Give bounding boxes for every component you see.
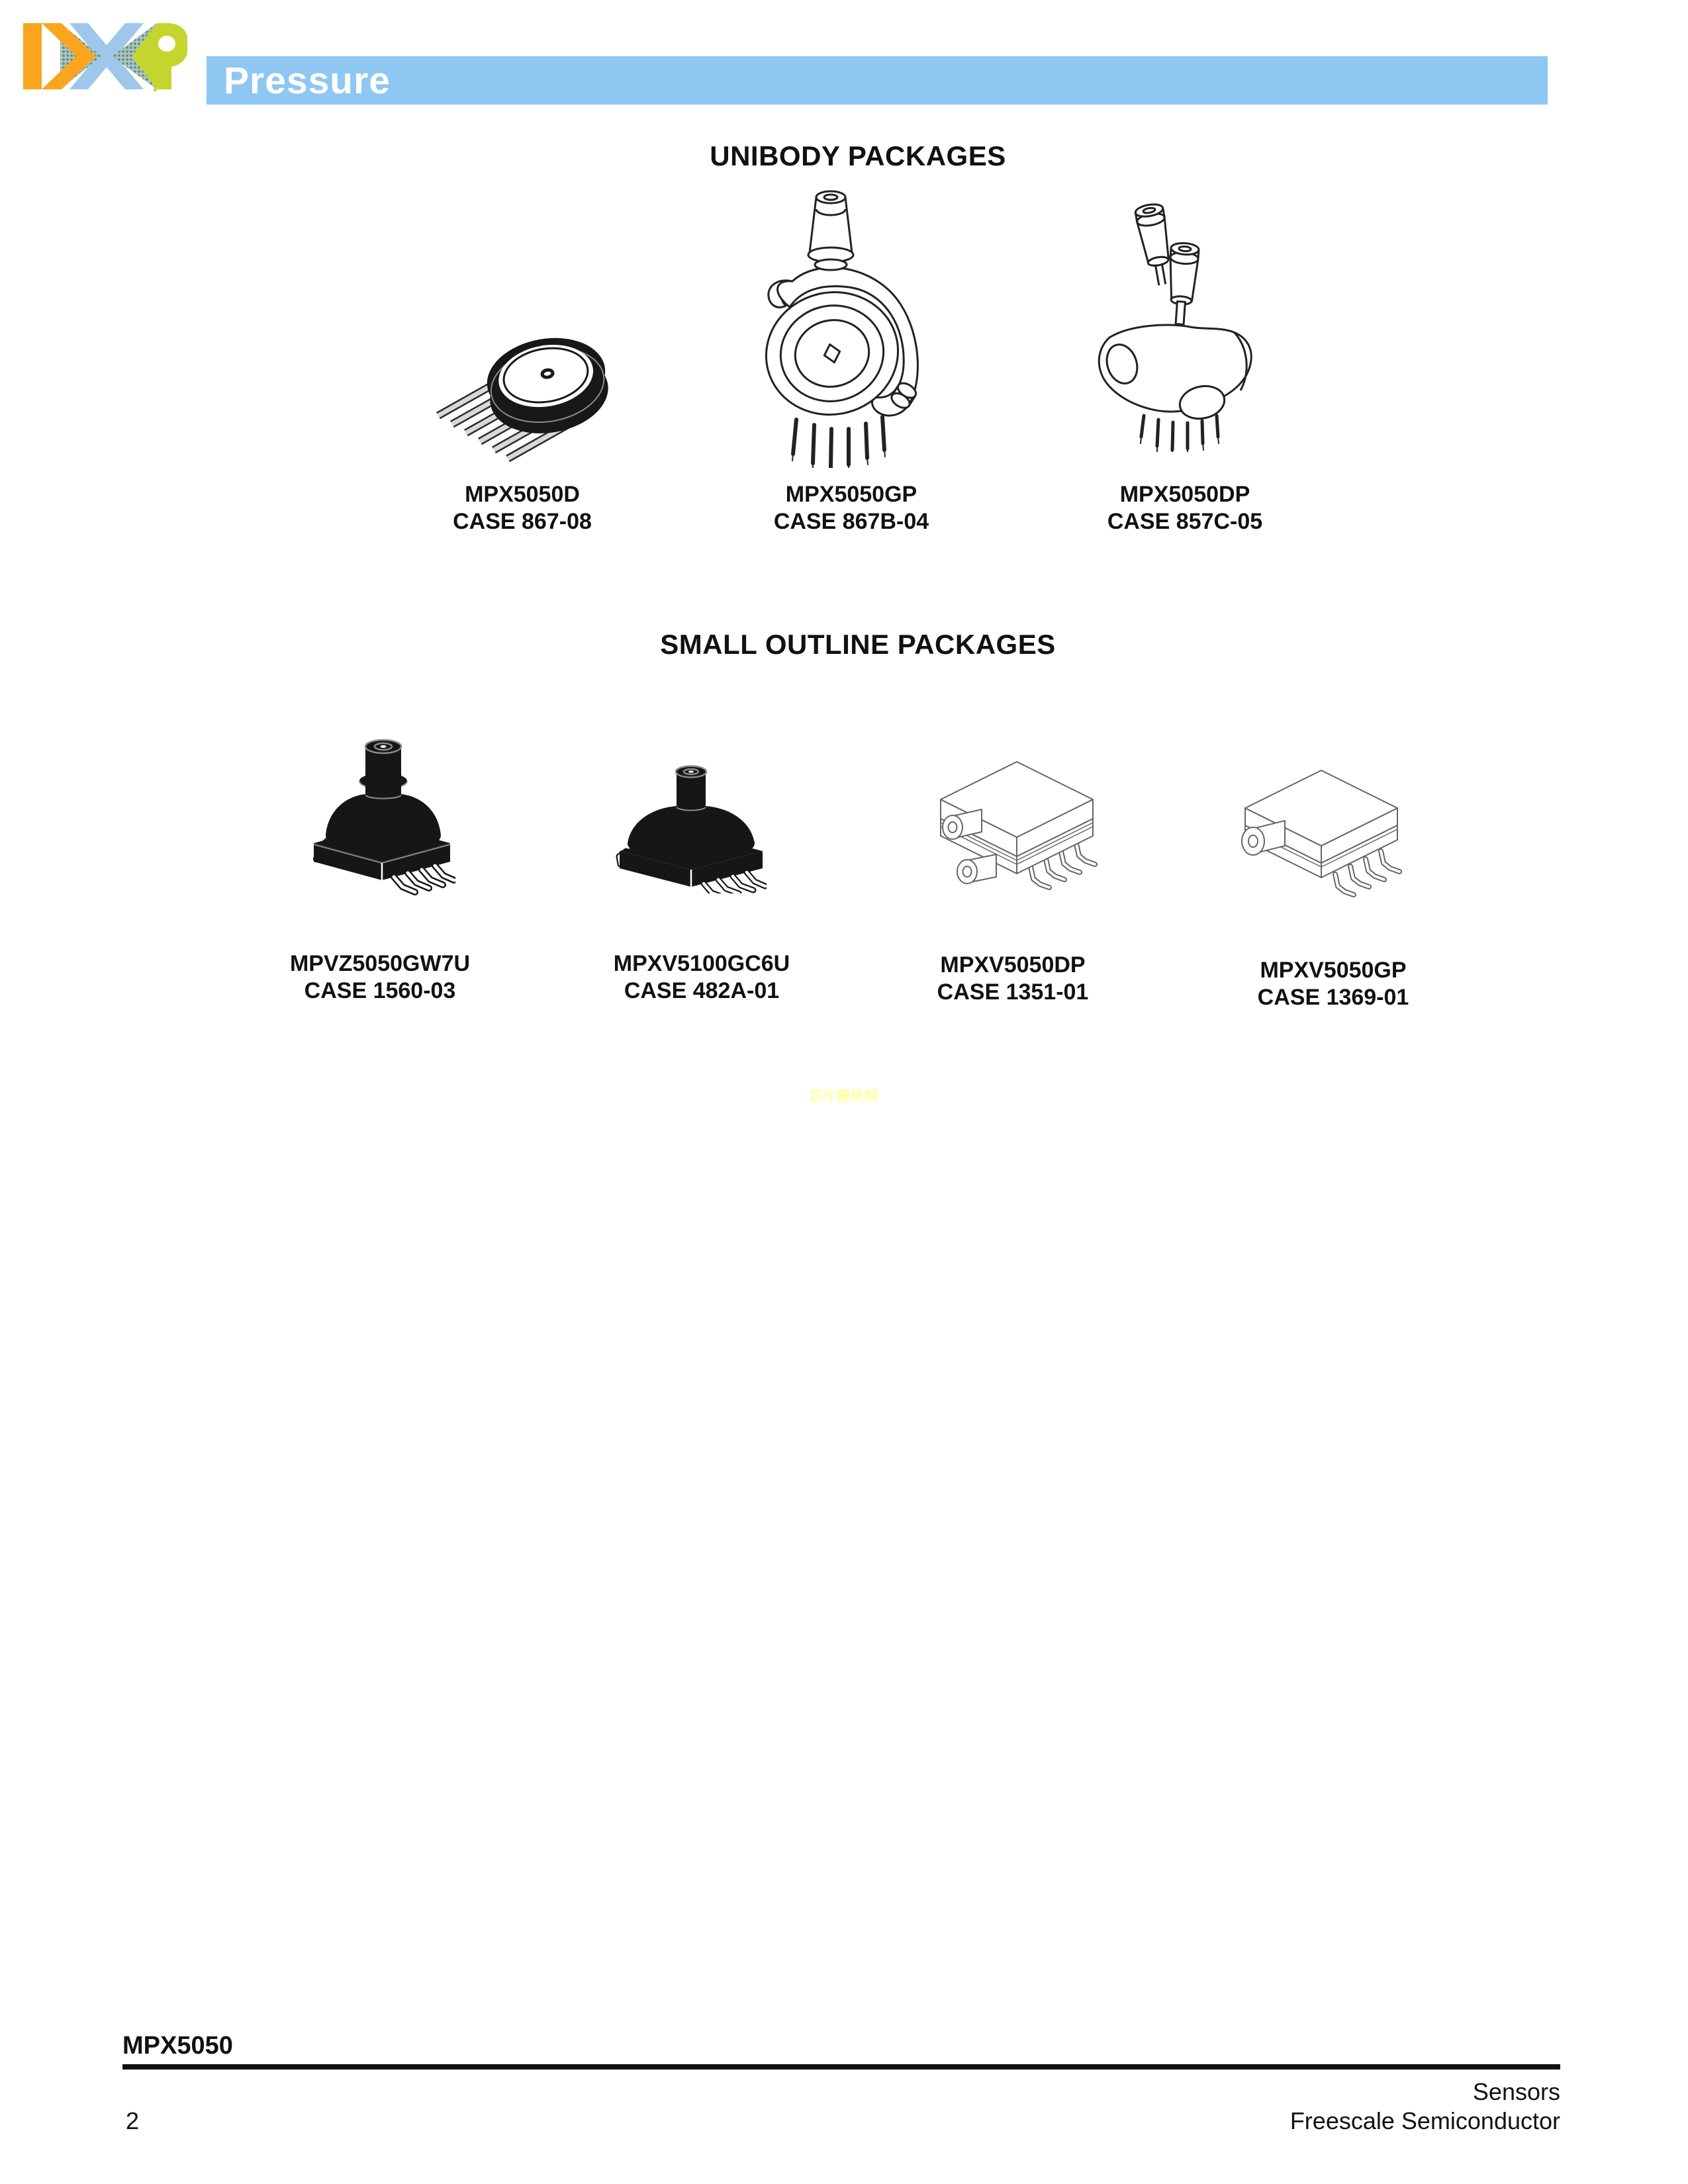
package-case: CASE 867-08 xyxy=(453,509,592,534)
package-name: MPXV5050DP xyxy=(940,952,1086,978)
section-title-small-outline: SMALL OUTLINE PACKAGES xyxy=(660,629,1056,660)
package-case: CASE 857C-05 xyxy=(1107,509,1263,534)
mpx5050d-package-drawing xyxy=(430,316,612,469)
package-label xyxy=(937,952,1089,1006)
package-case: CASE 482A-01 xyxy=(624,978,780,1003)
section-title-unibody: UNIBODY PACKAGES xyxy=(710,140,1006,171)
package-name: MPVZ5050GW7U xyxy=(289,951,471,976)
mpxv5050gp-package-drawing xyxy=(1235,768,1410,897)
package-label xyxy=(1107,481,1262,535)
nxp-logo xyxy=(22,22,187,92)
package-name: MPX5050GP xyxy=(785,482,917,507)
footer-page-number: 2 xyxy=(126,2107,140,2134)
footer-part-number: MPX5050 xyxy=(122,2032,233,2060)
package-label xyxy=(453,481,592,535)
banner-title: Pressure xyxy=(224,60,391,102)
watermark-text: 芯片模块网 xyxy=(808,1089,878,1104)
mpx5050gp-package-drawing xyxy=(751,187,933,468)
mpvz5050gw7u-package-drawing xyxy=(308,736,455,896)
footer-company: Freescale Semiconductor xyxy=(1289,2107,1560,2134)
mpxv5100gc6u-package-drawing xyxy=(616,764,767,893)
category-banner xyxy=(207,56,1548,105)
package-name: MPXV5050GP xyxy=(1260,958,1407,983)
package-case: CASE 1560-03 xyxy=(304,978,456,1003)
mpxv5050dp-package-drawing xyxy=(930,758,1105,898)
package-name: MPXV5100GC6U xyxy=(613,951,790,976)
package-label xyxy=(614,950,790,1005)
package-name: MPX5050DP xyxy=(1119,482,1250,507)
footer-rule xyxy=(122,2064,1560,2070)
package-case: CASE 1351-01 xyxy=(937,979,1089,1005)
mpx5050dp-package-drawing xyxy=(1091,197,1266,452)
package-label xyxy=(1258,957,1409,1011)
package-name: MPX5050D xyxy=(465,482,580,507)
footer-category: Sensors xyxy=(1472,2078,1560,2105)
package-label xyxy=(290,950,470,1005)
package-label xyxy=(774,481,929,535)
brand-name xyxy=(0,0,1,1)
package-case: CASE 1369-01 xyxy=(1257,985,1409,1010)
package-case: CASE 867B-04 xyxy=(773,509,929,534)
